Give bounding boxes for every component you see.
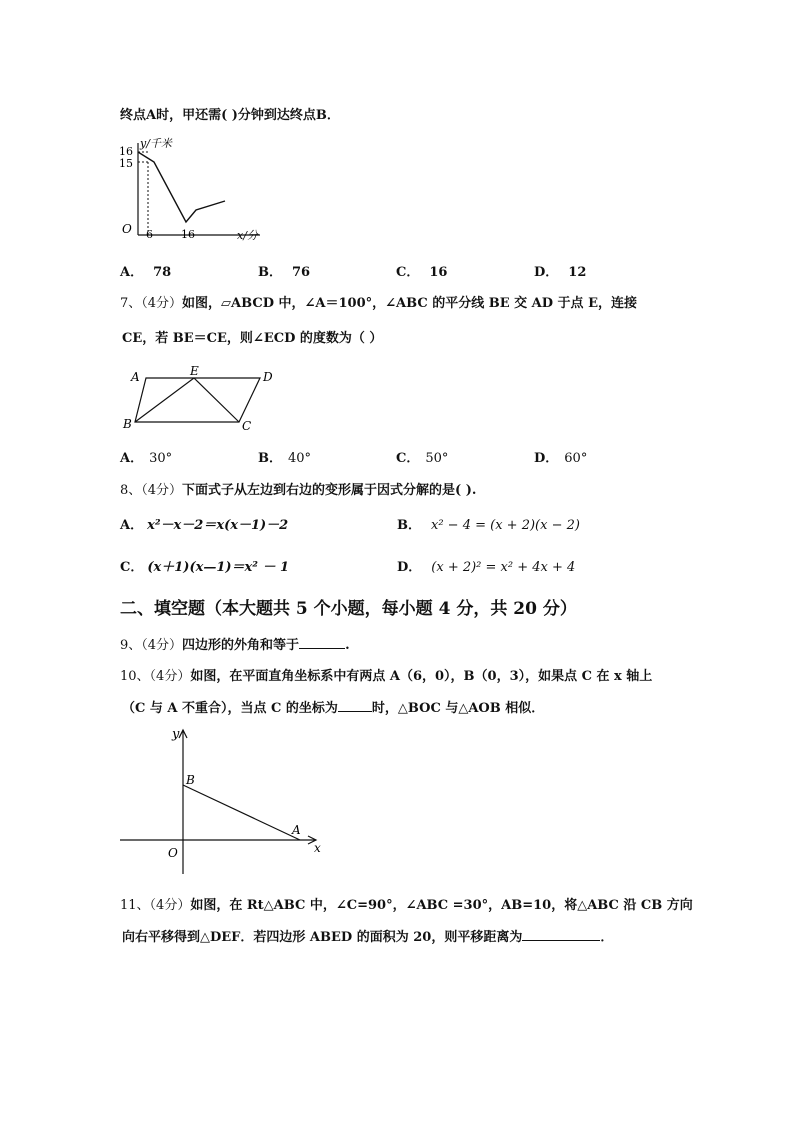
q7-option-b: B． 40° <box>258 451 312 466</box>
q10-coordinate-figure <box>116 726 336 876</box>
q7-option-a: A． 30° <box>120 451 173 466</box>
q8-option-c: C． (x＋1)(x—1)＝x² － 1 <box>120 560 290 575</box>
q7-parallelogram <box>135 378 260 422</box>
q7-label-c: C <box>242 419 252 433</box>
q9-answer-blank[interactable] <box>299 636 345 649</box>
q6-y-tick-15: 15 <box>119 157 133 170</box>
q11-stem-line1: 11、（4分）如图，在 Rt△ABC 中，∠C=90°，∠ABC =30°，AB=10，将△ABC 沿 CB 方向 <box>120 898 693 913</box>
q10-answer-blank[interactable] <box>338 699 372 712</box>
q8-option-a: A． x²－x－2＝x(x－1)－2 <box>120 518 289 533</box>
section-2-title: 二、填空题（本大题共 5 个小题，每小题 4 分，共 20 分） <box>120 599 577 619</box>
q6-distance-time-graph <box>110 135 270 245</box>
q7-label-e: E <box>190 364 199 378</box>
q7-segment-ce <box>194 378 239 422</box>
q8-option-d: D． (x + 2)² = x² + 4x + 4 <box>397 560 576 575</box>
q10-stem-line2: （C 与 A 不重合），当点 C 的坐标为 时，△BOC 与△AOB 相似． <box>122 701 545 716</box>
q6-option-b: B． 76 <box>258 265 311 280</box>
q6-y-label: y/千米 <box>140 137 172 150</box>
q7-label-b: B <box>123 417 132 431</box>
q11-stem-line2: 向右平移得到△DEF．若四边形 ABED 的面积为 20，则平移距离为 ． <box>122 930 614 945</box>
q7-label-d: D <box>263 370 273 384</box>
q10-label-o: O <box>168 846 178 860</box>
q11-answer-blank[interactable] <box>522 928 600 941</box>
q7-parallelogram-figure <box>118 364 278 434</box>
q6-origin: O <box>122 222 132 236</box>
q10-label-a: A <box>292 823 301 837</box>
q6-y-tick-16: 16 <box>119 145 133 158</box>
q9-stem: 9、（4分）四边形的外角和等于 . <box>120 638 350 653</box>
q7-label-a: A <box>131 370 140 384</box>
q6-option-c: C． 16 <box>396 265 448 280</box>
q10-stem-line1: 10、（4分）如图，在平面直角坐标系中有两点 A（6，0），B（0，3），如果点 C 在 x 轴上 <box>120 669 653 684</box>
q10-segment-ba <box>183 785 300 840</box>
q7-stem-line1: 7、（4分）如图，▱ABCD 中，∠A＝100°，∠ABC 的平分线 BE 交 AD 于点 E，连接 <box>120 296 637 311</box>
q6-option-a: A． 78 <box>120 265 172 280</box>
q6-stem-tail: 终点A时，甲还需( )分钟到达终点B． <box>120 108 340 123</box>
q6-graph-line <box>138 152 225 222</box>
q8-option-b: B． x² − 4 = (x + 2)(x − 2) <box>397 518 580 533</box>
q6-x-tick-6: 6 <box>146 228 153 241</box>
q7-option-d: D． 60° <box>534 451 588 466</box>
q10-label-x: x <box>314 841 321 855</box>
q6-option-d: D． 12 <box>534 265 587 280</box>
q10-label-b: B <box>186 773 195 787</box>
q8-stem: 8、（4分）下面式子从左边到右边的变形属于因式分解的是( ). <box>120 483 477 498</box>
q6-x-tick-16: 16 <box>181 228 195 241</box>
q7-option-c: C． 50° <box>396 451 449 466</box>
q7-stem-line2: CE，若 BE＝CE，则∠ECD 的度数为（ ） <box>122 331 383 346</box>
q10-label-y: y <box>172 727 180 742</box>
q6-x-label: x/分 <box>237 229 258 242</box>
